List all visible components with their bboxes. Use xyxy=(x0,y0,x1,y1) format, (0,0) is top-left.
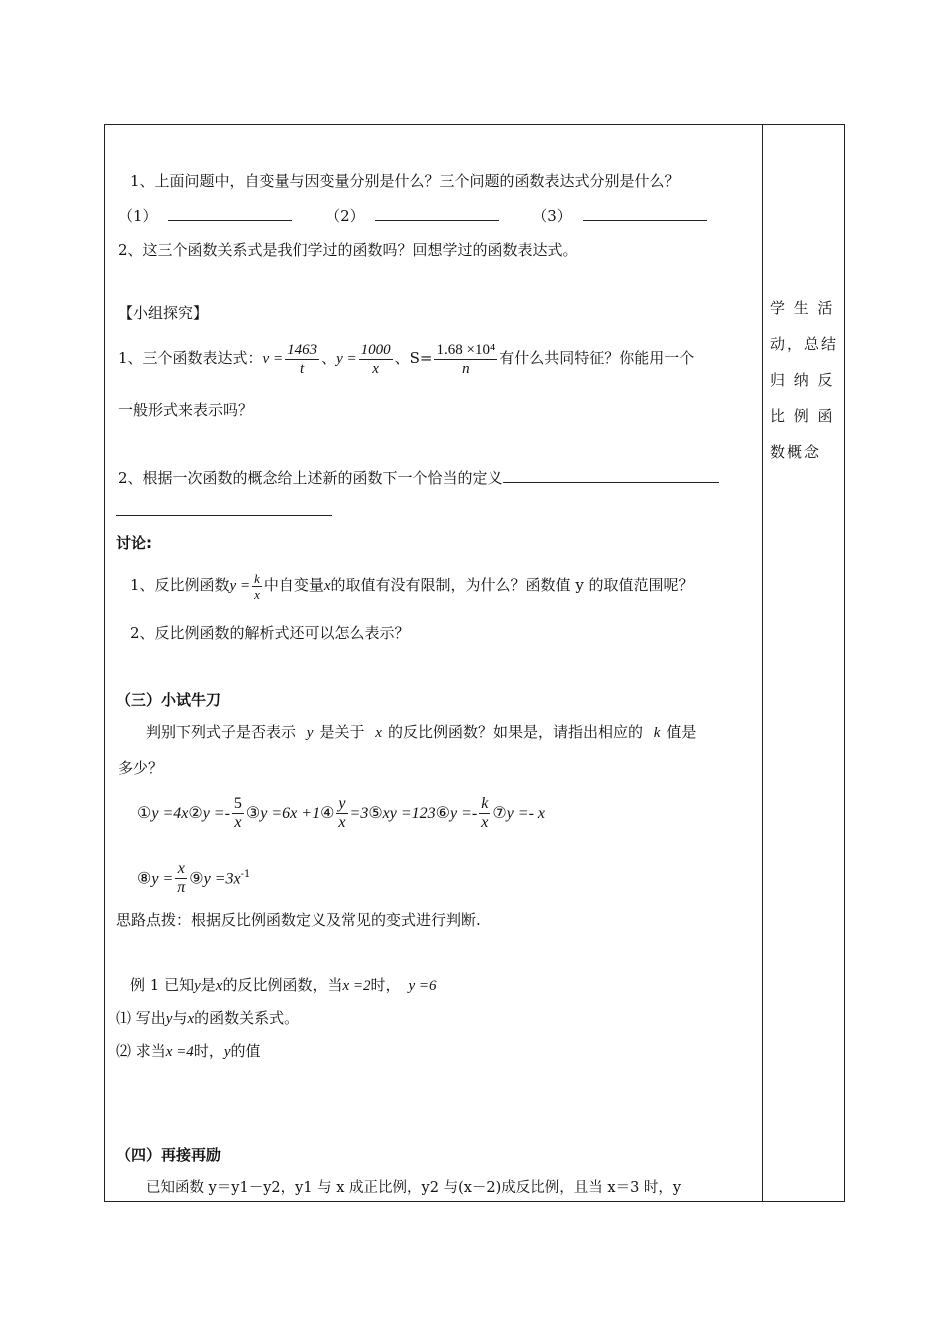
formula-expression: xy =123 xyxy=(382,805,436,822)
group-q2-text: 2、根据一次函数的概念给上述新的函数下一个恰当的定义 xyxy=(118,469,503,487)
fraction-numerator: 1463 xyxy=(287,341,318,358)
answer-blank-1[interactable] xyxy=(168,206,292,221)
fraction-168-n xyxy=(434,341,497,378)
variable-y: y xyxy=(165,1011,173,1027)
condition: y =6 xyxy=(408,978,437,994)
group-q2 xyxy=(118,468,719,488)
exponent: -1 xyxy=(240,869,251,880)
blank-label-2: （2） xyxy=(325,207,365,225)
fraction-1000-x xyxy=(359,341,393,378)
section-3-title: （三）小试牛刀 xyxy=(116,691,222,709)
group-q1 xyxy=(118,337,694,380)
fraction-denominator: x xyxy=(232,813,244,832)
side-note-line: 归 纳 反 xyxy=(770,371,835,389)
discuss-q1-suffix: 的取值有没有限制，为什么？函数值 y 的取值范围呢？ xyxy=(330,576,694,594)
separator: 、 xyxy=(321,349,337,367)
separator: 、S= xyxy=(394,349,433,367)
example-1-part-2 xyxy=(116,1041,261,1062)
prompt-part: 判别下列式子是否表示 xyxy=(146,723,297,741)
variable-y: y xyxy=(306,725,314,741)
fraction-denominator: x xyxy=(254,586,260,602)
circled-number: ④ xyxy=(320,803,335,822)
example-part: 是 xyxy=(200,976,216,994)
fraction-numerator: y xyxy=(338,795,346,812)
fraction-numerator: x xyxy=(177,860,185,878)
prompt-part: 的反比例函数？如果是，请指出相应的 xyxy=(387,723,643,741)
circled-number: ⑤ xyxy=(368,803,383,822)
section-4-title: （四）再接再励 xyxy=(116,1146,222,1164)
answer-blank-3[interactable] xyxy=(583,206,707,221)
section-4-problem: 已知函数 y＝y1－y2，y1 与 x 成正比例，y2 与(x－2)成反比例，且当 x＝3 时，y xyxy=(146,1180,682,1196)
question-2: 2、这三个函数关系式是我们学过的函数吗？回想学过的函数表达式。 xyxy=(118,241,578,259)
question-1: 1、上面问题中，自变量与因变量分别是什么？三个问题的函数表达式分别是什么？ xyxy=(130,172,680,190)
side-note-line: 比 例 函 xyxy=(770,407,835,425)
example-part: 与 xyxy=(172,1009,188,1027)
side-note-line: 学 生 活 xyxy=(770,299,835,317)
example-part: ⑵ 求当 xyxy=(116,1042,166,1060)
formula-row-2 xyxy=(137,852,250,902)
fraction-1463-t xyxy=(285,341,319,378)
formula-expression: y =- xyxy=(450,805,478,822)
variable-x: x xyxy=(187,1011,195,1027)
fraction-denominator: t xyxy=(285,359,319,378)
fraction xyxy=(175,860,187,897)
formula-expression: y =6x +1 xyxy=(260,805,321,822)
formula-y: y = xyxy=(229,578,251,594)
formula-expression: y =3x xyxy=(203,870,241,888)
example-part: 时， xyxy=(370,976,401,994)
variable-k: k xyxy=(653,725,661,741)
formula-expression: y = xyxy=(151,870,174,888)
blank-label-3: （3） xyxy=(532,207,572,225)
group-title: 【小组探究】 xyxy=(118,304,209,322)
formula-v: v = xyxy=(262,351,284,367)
circled-number: ⑨ xyxy=(189,868,204,888)
answer-blanks-row xyxy=(118,206,707,226)
fraction-denominator: x xyxy=(359,359,393,378)
group-q1-prefix: 1、三个函数表达式： xyxy=(118,349,263,367)
fraction-numerator: k xyxy=(481,795,489,812)
side-note-line: 动，总结 xyxy=(770,335,839,353)
variable-y: y xyxy=(194,978,201,994)
fraction xyxy=(479,795,490,832)
hint: 思路点拨：根据反比例函数定义及常见的变式进行判断. xyxy=(116,911,481,929)
formula-expression: y =- xyxy=(202,805,230,822)
side-note xyxy=(770,298,842,462)
condition: x =2 xyxy=(342,978,371,994)
answer-blank-2[interactable] xyxy=(375,206,499,221)
fraction-numerator: 5 xyxy=(233,795,242,812)
example-part: 例 1 已知 xyxy=(130,976,195,994)
formula-row-1 xyxy=(137,792,545,835)
example-part: 时， xyxy=(193,1042,224,1060)
example-part: 的值 xyxy=(230,1042,261,1060)
section-3-prompt xyxy=(146,722,696,743)
variable-y: y xyxy=(223,1044,231,1060)
formula-y: y = xyxy=(336,351,357,367)
variable-x: x xyxy=(375,725,382,741)
discuss-q1-mid: 中自变量 xyxy=(263,576,324,594)
blank-label-1: （1） xyxy=(118,207,158,225)
section-3-prompt-line2: 多少？ xyxy=(118,759,164,777)
fraction-numerator: k xyxy=(254,570,260,586)
prompt-part: 是关于 xyxy=(319,723,365,741)
variable-x: x xyxy=(215,978,223,994)
fraction-denominator: π xyxy=(177,879,186,897)
group-q1-line2: 一般形式来表示吗？ xyxy=(118,401,254,419)
discuss-q1 xyxy=(130,565,694,606)
fraction-denominator: x xyxy=(338,814,346,831)
fraction-denominator: n xyxy=(434,359,497,378)
formula-expression: y =4x xyxy=(151,805,189,822)
circled-number: ② xyxy=(188,803,203,822)
fraction-numerator: 1.68 ×10⁴ xyxy=(436,341,496,358)
formula-expression: y =- x xyxy=(506,805,546,822)
example-part: ⑴ 写出 xyxy=(116,1009,166,1027)
side-note-line: 数概念 xyxy=(770,443,822,461)
fraction-numerator: 1000 xyxy=(360,341,391,358)
fraction-k-x xyxy=(252,571,262,602)
circled-number: ⑦ xyxy=(492,803,507,822)
fraction-denominator: x xyxy=(481,814,489,831)
circled-number: ③ xyxy=(245,803,261,822)
example-1-part-1 xyxy=(116,1008,299,1029)
condition: x =4 xyxy=(165,1044,194,1060)
example-part: 的反比例函数，当 xyxy=(222,976,343,994)
formula-expression: =3 xyxy=(349,805,369,822)
definition-blank-cont[interactable] xyxy=(116,515,332,516)
fraction xyxy=(336,795,347,832)
discuss-title: 讨论: xyxy=(116,534,152,552)
variable-x: x xyxy=(323,578,331,594)
prompt-part: 值是 xyxy=(666,723,697,741)
example-part: 的函数关系式。 xyxy=(194,1009,300,1027)
circled-number: ① xyxy=(137,803,152,822)
circled-number: ⑥ xyxy=(435,803,450,822)
definition-blank[interactable] xyxy=(503,468,719,483)
column-divider xyxy=(762,124,763,1202)
example-1 xyxy=(130,975,437,996)
discuss-q1-prefix: 1、反比例函数 xyxy=(130,576,230,594)
group-q1-suffix: 有什么共同特征？你能用一个 xyxy=(499,349,695,367)
circled-number: ⑧ xyxy=(137,868,152,888)
discuss-q2: 2、反比例函数的解析式还可以怎么表示？ xyxy=(130,624,410,642)
fraction xyxy=(232,795,244,832)
